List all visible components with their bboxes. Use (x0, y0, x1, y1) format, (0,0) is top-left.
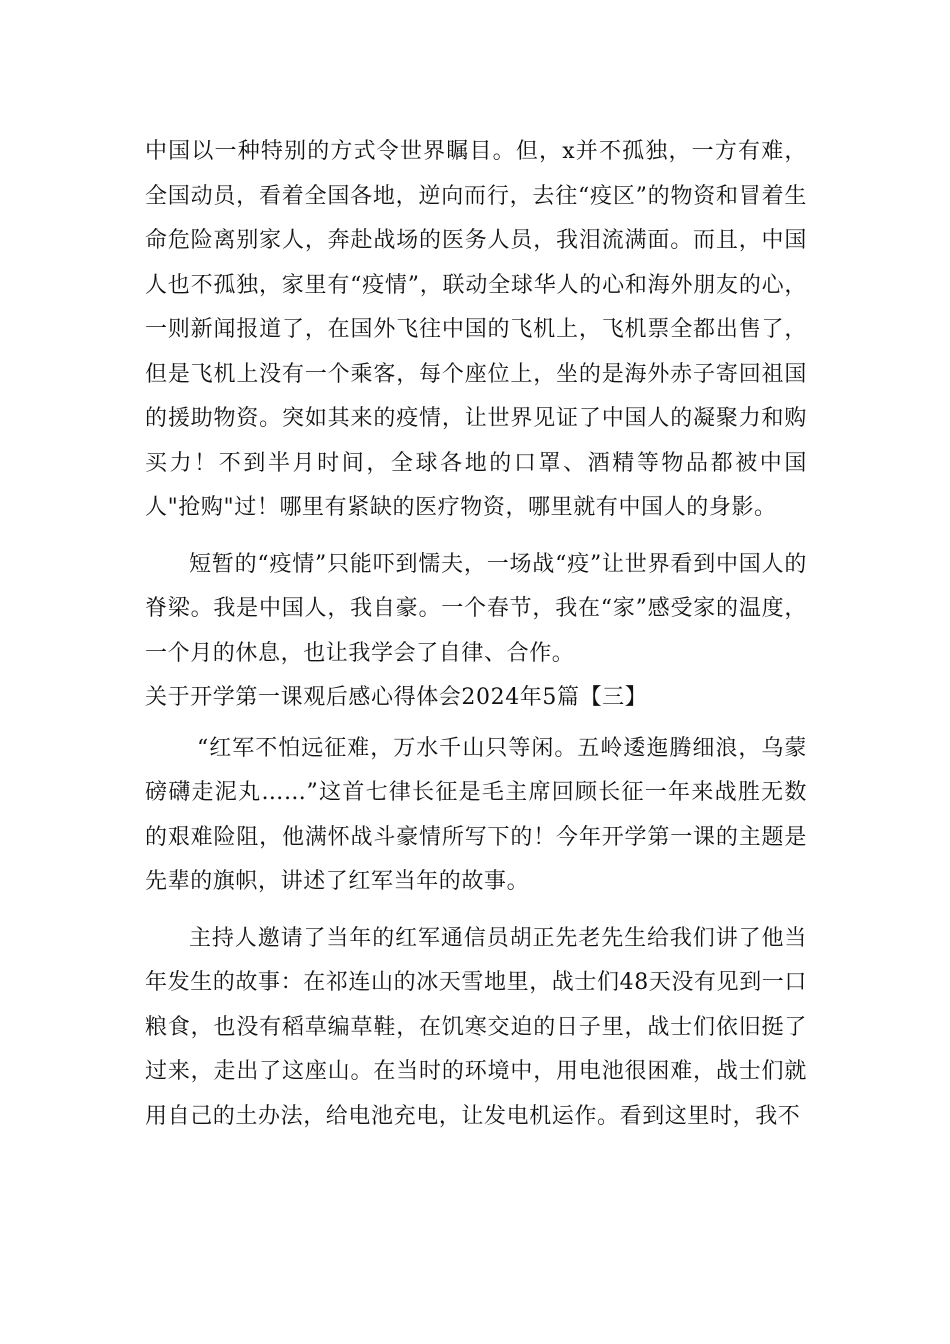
paragraph-long-march-poem: “红军不怕远征难，万水千山只等闲。五岭逶迤腾细浪，乌蒙磅礴走泥丸……”这首七律长征是毛主席回顾长征一年来战胜无数的艰难险阻，他满怀战斗豪情所写下的！今年开学第一课的主题是先辈的旗帜，讲述了红军当年的故事。 (145, 735, 807, 894)
paragraph-epidemic-pride: 短暂的“疫情”只能吓到懦夫，一场战“疫”让世界看到中国人的脊梁。我是中国人，我自豪。一个春节，我在“家”感受家的温度，一个月的休息，也让我学会了自律、合作。 (145, 551, 807, 666)
paragraph-red-army-story: 主持人邀请了当年的红军通信员胡正先老先生给我们讲了他当年发生的故事：在祁连山的冰天雪地里，战士们48天没有见到一口粮食，也没有稻草编草鞋，在饥寒交迫的日子里，战士们依旧挺了过来，走出了这座山。在当时的环境中，用电池很困难，战士们就用自己的土办法，给电池充电，让发电机运作。看到这里时，我不 (145, 925, 807, 1129)
section-heading: 关于开学第一课观后感心得体会2024年5篇【三】 (145, 685, 648, 710)
paragraph-epidemic-unity: 中国以一种特别的方式令世界瞩目。但，x并不孤独，一方有难，全国动员，看着全国各地，逆向而行，去往“疫区”的物资和冒着生命危险离别家人，奔赴战场的医务人员，我泪流满面。而且，中国人也不孤独，家里有“疫情”，联动全球华人的心和海外朋友的心，一则新闻报道了，在国外飞往中国的飞机上，飞机票全都出售了，但是飞机上没有一个乘客，每个座位上，坐的是海外赤子寄回祖国的援助物资。突如其来的疫情，让世界见证了中国人的凝聚力和购买力！不到半月时间，全球各地的口罩、酒精等物品都被中国人"抢购"过！哪里有紧缺的医疗物资，哪里就有中国人的身影。 (145, 139, 807, 520)
document-body (145, 130, 807, 1139)
